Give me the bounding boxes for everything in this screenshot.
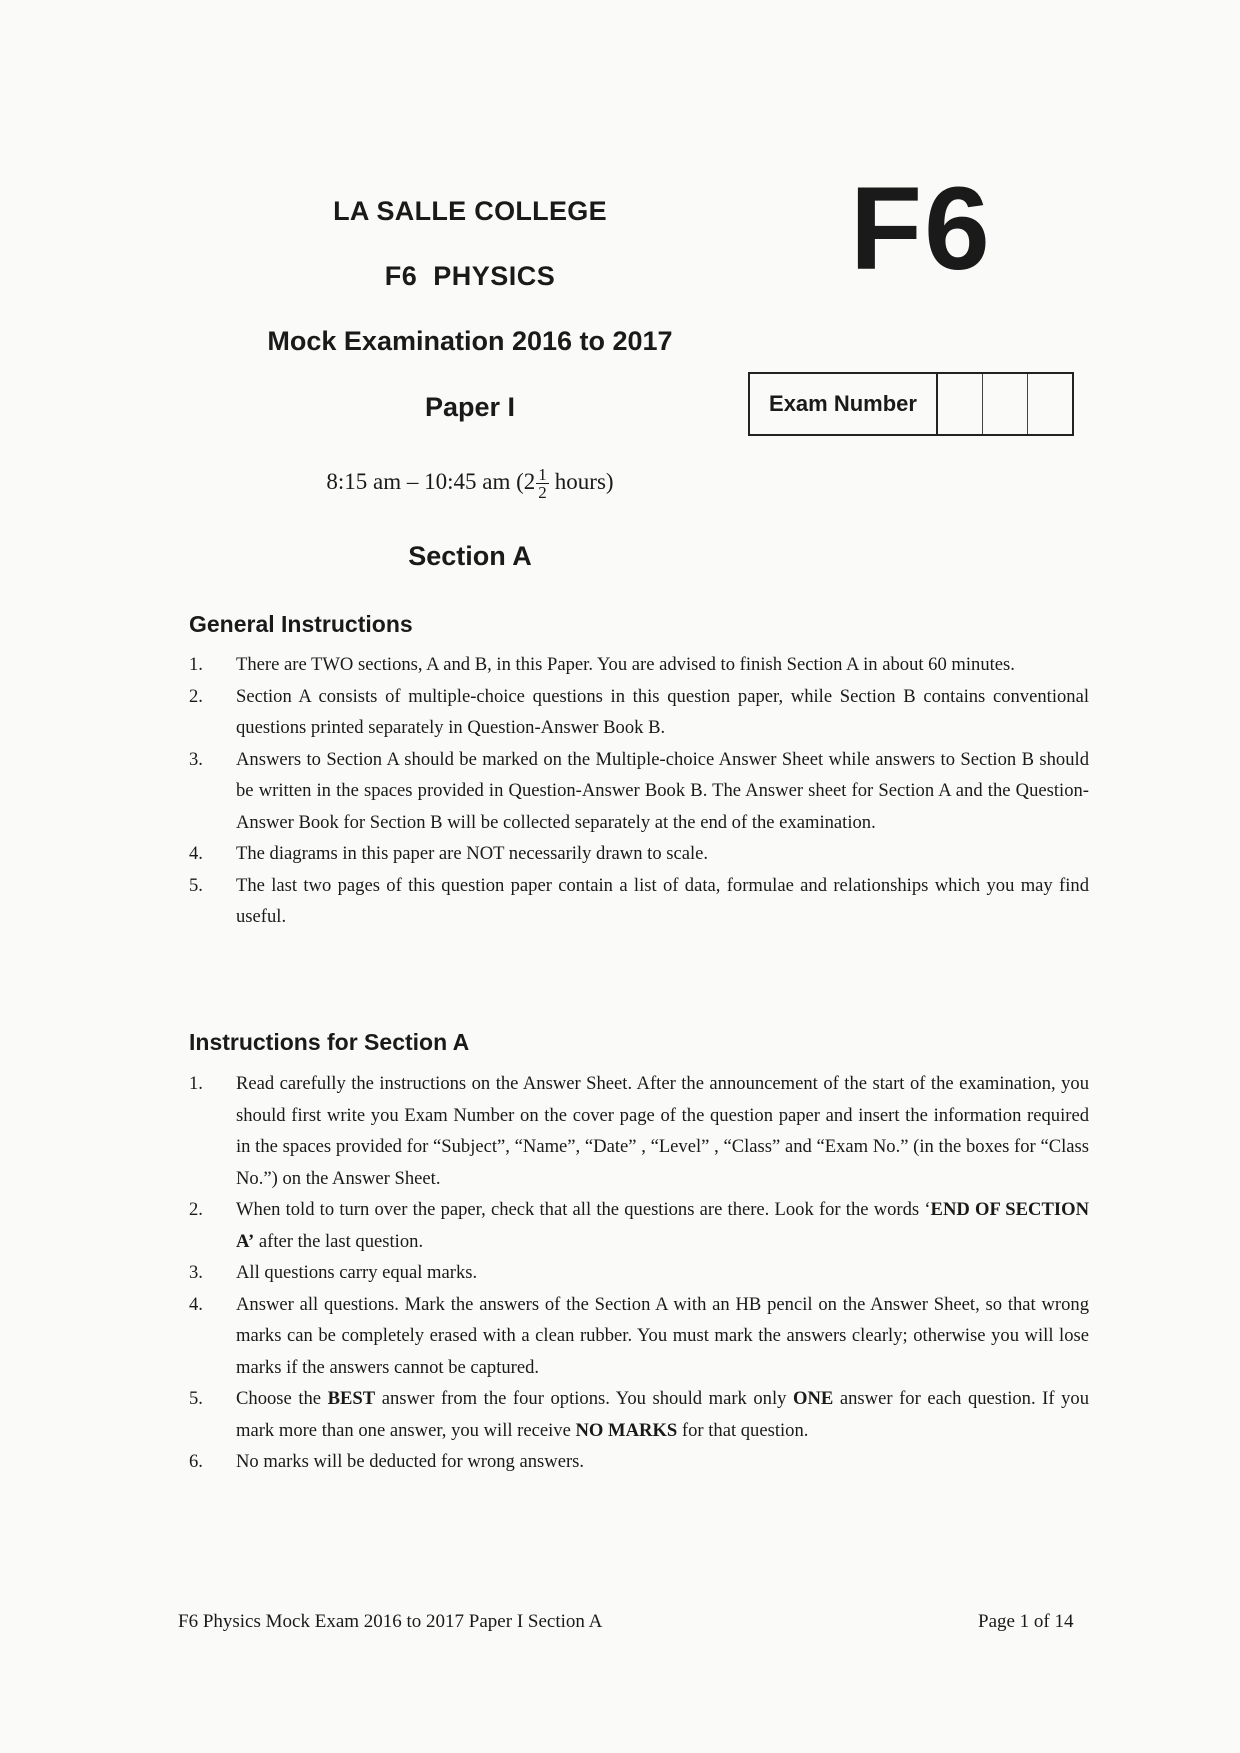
list-item: 6. No marks will be deducted for wrong answers.: [189, 1451, 585, 1472]
list-item: 2. When told to turn over the paper, check that all the questions are there. Look for the words ‘END OF SECTION A’ after the last question.: [189, 1199, 1089, 1252]
exam-number-label: Exam Number: [750, 374, 938, 434]
general-instructions-heading: General Instructions: [189, 611, 413, 637]
list-item: 1. Read carefully the instructions on the Answer Sheet. After the announcement of the start of the examination, you should first write you Exam Number on the cover page of the question paper and insert the information required in the spaces provided for “Subject”, “Name”, “Date” , “Level” , “Class” and “Exam No.” (in the boxes for “Class No.”) on the Answer Sheet.: [189, 1073, 1089, 1189]
list-item: 4. Answer all questions. Mark the answers of the Section A with an HB pencil on the Answer Sheet, so that wrong marks can be completely erased with a clean rubber. You must mark the answers clearly; otherwise you will lose marks if the answers cannot be captured.: [189, 1293, 1089, 1378]
list-item: 3. Answers to Section A should be marked on the Multiple-choice Answer Sheet while answers to Section B should be written in the spaces provided in Question-Answer Book B. The Answer sheet for Section A and the Question-Answer Book for Section B will be collected separately at the end of the examination.: [189, 748, 1089, 833]
paper-title: Paper I: [424, 392, 516, 422]
subject-title: F6 PHYSICS: [384, 261, 556, 291]
exam-number-cell[interactable]: [938, 374, 983, 434]
list-item: 3. All questions carry equal marks.: [189, 1262, 478, 1283]
exam-number-cell[interactable]: [1028, 374, 1072, 434]
college-name: LA SALLE COLLEGE: [333, 196, 607, 226]
section-a-instructions-heading: Instructions for Section A: [189, 1029, 470, 1055]
page-number: Page 1 of 14: [978, 1611, 1074, 1632]
section-title: Section A: [408, 541, 532, 571]
footer-title: F6 Physics Mock Exam 2016 to 2017 Paper I Section A: [178, 1611, 603, 1632]
grade-mark: F6: [850, 163, 992, 295]
general-instructions-list: [189, 649, 1089, 933]
list-item: 2. Section A consists of multiple-choice questions in this question paper, while Section B contains conventional questions printed separately in Question-Answer Book B.: [189, 685, 1089, 738]
exam-title: Mock Examination 2016 to 2017: [267, 326, 673, 356]
exam-number-box: [748, 372, 1074, 436]
time-fraction: [536, 466, 549, 501]
list-item: 4. The diagrams in this paper are NOT necessarily drawn to scale.: [189, 843, 709, 864]
exam-time: [260, 466, 680, 501]
fraction-denominator: 2: [538, 483, 547, 502]
list-item: 1. There are TWO sections, A and B, in this Paper. You are advised to finish Section A in about 60 minutes.: [189, 654, 1015, 675]
list-item: 5. The last two pages of this question paper contain a list of data, formulae and relationships which you may find useful.: [189, 874, 1089, 927]
list-item: 5. Choose the BEST answer from the four options. You should mark only ONE answer for each question. If you mark more than one answer, you will receive NO MARKS for that question.: [189, 1388, 1090, 1441]
time-prefix: 8:15 am – 10:45 am (2: [326, 468, 536, 494]
section-a-instructions-list: [189, 1068, 1089, 1478]
fraction-numerator: 1: [538, 465, 547, 484]
exam-number-cell[interactable]: [983, 374, 1028, 434]
time-suffix: hours): [554, 468, 614, 494]
